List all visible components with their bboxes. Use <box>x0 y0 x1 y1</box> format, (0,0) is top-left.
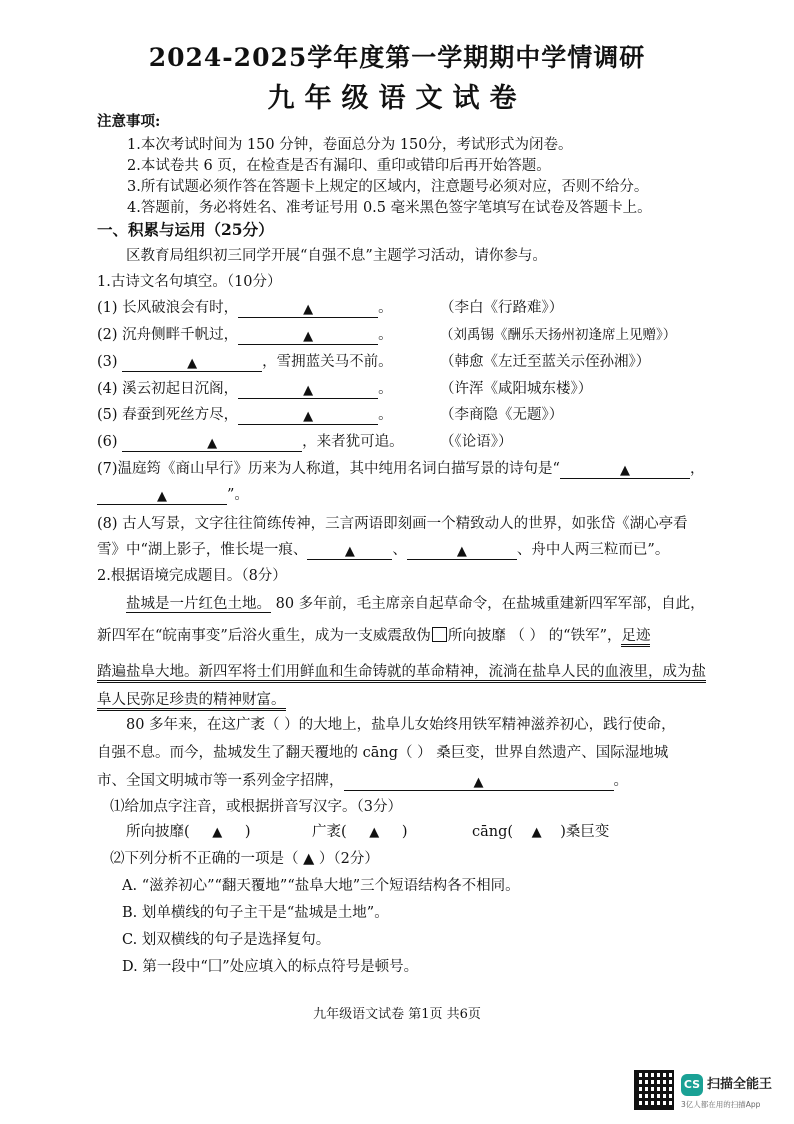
passage-text: 80 多年前，毛主席亲自起草命令，在盐城重建新四军军部，自此， <box>271 596 705 612</box>
item-text: 雪》中“湖上影子，惟长堤一痕、 <box>97 542 308 558</box>
item-text: 沉舟侧畔千帆过， <box>122 327 239 343</box>
passage-line <box>97 626 650 646</box>
blank-triangle-mark: ▲ <box>456 544 467 559</box>
blank-triangle-mark: ▲ <box>212 825 223 840</box>
item-source: （韩愈《左迁至蓝关示侄孙湘》） <box>440 354 651 370</box>
note-item: 4.答题前，务必将姓名、准考证号用 0.5 毫米黑色签字笔填写在试卷及答题卡上。 <box>127 200 652 216</box>
blank-triangle-mark: ▲ <box>207 436 218 451</box>
poem-item-8-cont <box>97 540 669 560</box>
section-heading: 一、积累与运用（25分） <box>97 220 274 239</box>
answer-label: 所向披靡( <box>126 824 190 840</box>
sub-question-1-answers <box>312 822 408 843</box>
answer-blank <box>307 541 392 560</box>
note-item: 3.所有试题必须作答在答题卡上规定的区域内，注意题号必须对应，否则不给分。 <box>127 179 649 195</box>
passage-text: 新四军在“皖南事变”后浴火重生，成为一支威震敌伪 <box>97 628 431 644</box>
poem-item-8: (8) 古人写景，文字往往简练传神，三言两语即刻画一个精致动人的世界，如张岱《湖心亭看 <box>97 516 688 532</box>
blank-triangle-mark: ▲ <box>473 775 484 790</box>
item-source: （许浑《咸阳城东楼》） <box>440 381 593 397</box>
passage-line: 80 多年来，在这广袤（ ）的大地上，盐阜儿女始终用铁军精神滋养初心，践行使命， <box>126 717 676 733</box>
item-number: (3) <box>97 354 118 370</box>
blank-triangle-mark: ▲ <box>344 544 355 559</box>
item-text: 、 <box>392 542 407 558</box>
note-item: 1.本次考试时间为 150 分钟，卷面总分为 150分，考试形式为闭卷。 <box>127 137 573 153</box>
passage-line: 自强不息。而今，盐城发生了翻天覆地的 cāng（ ） 桑巨变，世界自然遗产、国际湿地城 <box>97 745 669 761</box>
option-c: C. 划双横线的句子是选择复句。 <box>122 932 331 948</box>
item-text: ，来者犹可追。 <box>302 434 404 450</box>
double-underlined-text: 踏遍盐阜大地。新四军将士们用鲜血和生命铸就的革命精神，流淌在盐阜人民的血液里，成为盐 <box>97 664 706 683</box>
poem-item-5 <box>97 405 393 425</box>
double-underlined-text: 阜人民弥足珍贵的精神财富。 <box>97 692 286 711</box>
item-number: (4) <box>97 381 118 397</box>
scanner-app-name: 扫描全能王 <box>707 1077 773 1092</box>
blank-triangle-mark: ▲ <box>369 825 380 840</box>
item-number: (6) <box>97 434 118 450</box>
answer-blank <box>344 772 614 791</box>
camscanner-logo-icon: CS <box>681 1074 703 1096</box>
answer-label: ) <box>401 824 408 840</box>
item-text: 。 <box>378 300 393 316</box>
punctuation-box <box>432 627 447 642</box>
answer-blank <box>407 541 517 560</box>
scanner-tagline: 3亿人都在用的扫描App <box>681 1100 761 1109</box>
item-text: ，雪拥蓝关马不前。 <box>262 354 393 370</box>
item-text: 春蚕到死丝方尽， <box>122 407 239 423</box>
passage-text: 。 <box>613 773 628 789</box>
item-number: (5) <box>97 407 118 423</box>
passage-line <box>126 594 705 614</box>
double-underlined-text: 足迹 <box>621 628 650 647</box>
option-a: A. “滋养初心”“翻天覆地”“盐阜大地”三个短语结构各不相同。 <box>122 878 520 894</box>
item-text: 。 <box>378 407 393 423</box>
item-text: 、舟中人两三粒而已”。 <box>516 542 670 558</box>
item-text: 。 <box>378 381 393 397</box>
answer-blank <box>97 486 227 505</box>
passage-line <box>97 662 706 682</box>
poem-item-4 <box>97 379 393 399</box>
exam-title: 2024-2025学年度第一学期期中学情调研 <box>148 43 646 72</box>
passage-line <box>97 771 628 791</box>
blank-triangle-mark: ▲ <box>303 383 314 398</box>
blank-triangle-mark: ▲ <box>157 489 167 504</box>
note-item: 2.本试卷共 6 页，在检查是否有漏印、重印或错印后再开始答题。 <box>127 158 551 174</box>
item-source: （《论语》） <box>440 434 513 450</box>
item-text: 溪云初起日沉阁， <box>122 381 239 397</box>
poem-item-3 <box>97 352 393 372</box>
item-source: （李白《行路难》） <box>440 300 564 316</box>
sub-question-2: ⑵下列分析不正确的一项是（ ▲ ）（2分） <box>110 851 379 867</box>
sub-question-1-answers <box>126 822 251 843</box>
answer-blank <box>122 433 302 452</box>
option-b: B. 划单横线的句子主干是“盐城是土地”。 <box>122 905 389 921</box>
poem-item-7 <box>97 459 704 479</box>
blank-triangle-mark: ▲ <box>303 329 314 344</box>
item-text: 长风破浪会有时， <box>122 300 239 316</box>
answer-label: ) <box>244 824 251 840</box>
item-text: (7)温庭筠《商山早行》历来为人称道，其中纯用名词白描写景的诗句是“ <box>97 461 560 477</box>
item-text: 。 <box>378 327 393 343</box>
answer-blank <box>560 460 690 479</box>
sub-question-1: ⑴给加点字注音，或根据拼音写汉字。（3分） <box>110 799 402 815</box>
q1-heading: 1.古诗文名句填空。（10分） <box>97 274 282 290</box>
sub-question-1-answers <box>472 822 609 843</box>
blank-triangle-mark: ▲ <box>303 302 314 317</box>
poem-item-6 <box>97 432 404 452</box>
blank-triangle-mark: ▲ <box>619 463 630 478</box>
item-text: ， <box>689 461 705 477</box>
answer-label: 广袤( <box>312 824 347 840</box>
poem-item-1 <box>97 298 393 318</box>
page-footer: 九年级语文试卷 第1页 共6页 <box>313 1007 481 1022</box>
answer-blank <box>238 406 378 425</box>
answer-blank <box>122 353 262 372</box>
item-text: ”。 <box>227 487 249 503</box>
answer-blank <box>238 380 378 399</box>
notes-heading: 注意事项: <box>97 113 161 130</box>
single-underlined-sentence: 盐城是一片红色土地。 <box>126 596 271 612</box>
option-d: D. 第一段中“囗”处应填入的标点符号是顿号。 <box>122 959 419 975</box>
passage-text: 所向披靡 （ ） 的“铁军”， <box>447 628 622 644</box>
passage-line <box>97 690 286 710</box>
section-intro: 区教育局组织初三同学开展“自强不息”主题学习活动，请你参与。 <box>126 248 547 264</box>
blank-triangle-mark: ▲ <box>531 825 542 840</box>
answer-blank <box>238 326 378 345</box>
answer-label: )桑巨变 <box>560 824 610 840</box>
item-source: （刘禹锡《酬乐天扬州初逢席上见赠》） <box>440 327 677 343</box>
answer-label: cāng( <box>472 824 514 840</box>
blank-triangle-mark: ▲ <box>187 356 198 371</box>
q2-heading: 2.根据语境完成题目。（8分） <box>97 568 287 584</box>
exam-subtitle: 九年级语文试卷 <box>267 83 527 114</box>
item-number: (2) <box>97 327 118 343</box>
poem-item-2 <box>97 325 393 345</box>
answer-blank <box>238 299 378 318</box>
blank-triangle-mark: ▲ <box>303 409 314 424</box>
item-number: (1) <box>97 300 118 316</box>
poem-item-7-cont <box>97 485 249 505</box>
item-source: （李商隐《无题》） <box>440 407 564 423</box>
passage-text: 市、全国文明城市等一系列金字招牌， <box>97 773 344 789</box>
qr-code-icon <box>634 1070 674 1110</box>
